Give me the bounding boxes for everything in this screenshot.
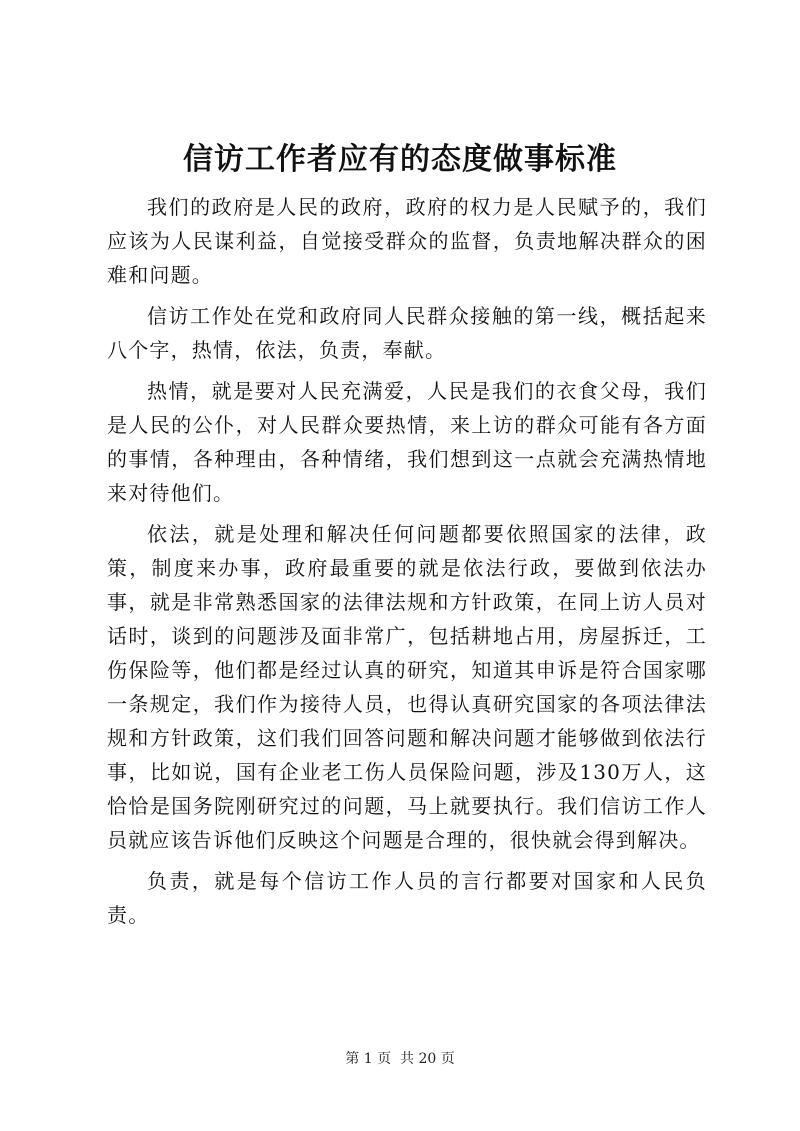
document-body	[107, 190, 707, 939]
page-number-label: 第 1 页 共 20 页	[345, 1051, 455, 1067]
page-footer	[0, 1049, 800, 1069]
paragraph-5: 负责，就是每个信访工作人员的言行都要对国家和人民负责。	[107, 869, 707, 927]
document-title: 信访工作者应有的态度做事标准	[183, 142, 617, 177]
paragraph-2: 信访工作处在党和政府同人民群众接触的第一线，概括起来八个字，热情，依法，负责，奉献。	[107, 304, 707, 362]
paragraph-3: 热情，就是要对人民充满爱，人民是我们的衣食父母，我们是人民的公仆，对人民群众要热情，来上访的群众可能有各方面的事情，各种理由，各种情绪，我们想到这一点就会充满热情地来对待他们。	[107, 379, 707, 505]
paragraph-4: 依法，就是处理和解决任何问题都要依照国家的法律，政策，制度来办事，政府最重要的就是依法行政，要做到依法办事，就是非常熟悉国家的法律法规和方针政策，在同上访人员对话时，谈到的问题涉及面非常广，包括耕地占用，房屋拆迁，工伤保险等，他们都是经过认真的研究，知道其申诉是符合国家哪一条规定，我们作为接待人员，也得认真研究国家的各项法律法规和方针政策，这们我们回答问题和解决问题才能够做到依法行事，比如说，国有企业老工伤人员保险问题，涉及130万人，这恰恰是国务院刚研究过的问题，马上就要执行。我们信访工作人员就应该告诉他们反映这个问题是合理的，很快就会得到解决。	[107, 522, 707, 852]
paragraph-1: 我们的政府是人民的政府，政府的权力是人民赋予的，我们应该为人民谋利益，自觉接受群众的监督，负责地解决群众的困难和问题。	[107, 195, 707, 287]
